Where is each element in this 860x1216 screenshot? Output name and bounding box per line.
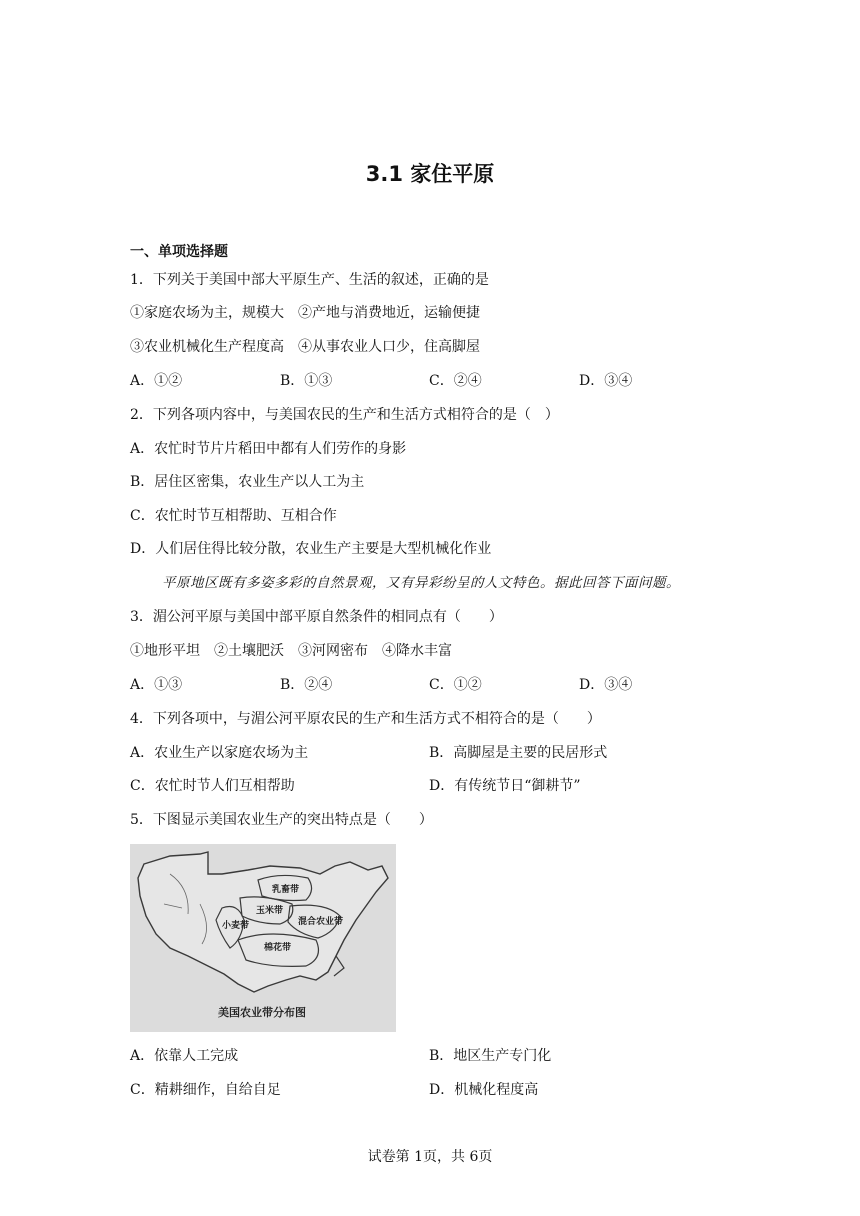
map-label-cotton: 棉花带 [264,943,292,953]
q4-option-d[interactable]: D．有传统节日“御耕节” [429,778,581,794]
q1-option-b[interactable]: B．①③ [280,373,333,389]
map-label-corn: 玉米带 [256,906,284,916]
q3-option-c[interactable]: C．①② [429,677,482,693]
q5-option-d[interactable]: D．机械化程度高 [429,1082,539,1098]
q5-option-a[interactable]: A．依靠人工完成 [130,1048,239,1064]
map-label-wheat: 小麦带 [222,921,250,931]
q1-option-c[interactable]: C．②④ [429,373,482,389]
q5-option-c[interactable]: C．精耕细作，自给自足 [130,1082,281,1098]
q3-stem: 3．湄公河平原与美国中部平原自然条件的相同点有（ ） [130,609,503,625]
q1-statements-2: ③农业机械化生产程度高 ④从事农业人口少，住高脚屋 [130,339,480,355]
q3-option-a[interactable]: A．①③ [130,677,183,693]
q4-option-b[interactable]: B．高脚屋是主要的民居形式 [429,745,608,761]
coast-detail [334,956,344,976]
q4-option-a[interactable]: A．农业生产以家庭农场为主 [130,745,309,761]
page-footer: 试卷第 1页，共 6页 [367,1149,493,1165]
map-caption: 美国农业带分布图 [218,1006,306,1019]
q1-option-a[interactable]: A．①② [130,373,183,389]
section-heading: 一、单项选择题 [130,244,228,260]
us-outline [138,852,388,992]
document-title: 3.1 家住平原 [365,162,495,186]
q2-option-a[interactable]: A．农忙时节片片稻田中都有人们劳作的身影 [130,441,407,457]
q2-option-b[interactable]: B．居住区密集，农业生产以人工为主 [130,474,365,490]
q5-stem: 5．下图显示美国农业生产的突出特点是（ ） [130,812,433,828]
q2-option-d[interactable]: D．人们居住得比较分散，农业生产主要是大型机械化作业 [130,541,492,557]
q1-option-d[interactable]: D．③④ [579,373,633,389]
q3-option-b[interactable]: B．②④ [280,677,333,693]
q4-option-c[interactable]: C．农忙时节人们互相帮助 [130,778,295,794]
q1-stem: 1．下列关于美国中部大平原生产、生活的叙述，正确的是 [130,272,489,288]
q3-statements: ①地形平坦 ②土壤肥沃 ③河网密布 ④降水丰富 [130,643,452,659]
q4-stem: 4．下列各项中，与湄公河平原农民的生产和生活方式不相符合的是（ ） [130,711,601,727]
q2-stem: 2．下列各项内容中，与美国农民的生产和生活方式相符合的是（ ） [130,407,559,423]
map-label-dairy: 乳畜带 [272,885,300,895]
passage-intro: 平原地区既有多姿多彩的自然景观，又有异彩纷呈的人文特色。据此回答下面问题。 [162,575,680,591]
q1-statements-1: ①家庭农场为主，规模大 ②产地与消费地近，运输便捷 [130,305,480,321]
q5-option-b[interactable]: B．地区生产专门化 [429,1048,552,1064]
us-agriculture-belt-map [130,844,396,1032]
q2-option-c[interactable]: C．农忙时节互相帮助、互相合作 [130,508,337,524]
map-label-mixed: 混合农业带 [298,917,344,927]
q3-option-d[interactable]: D．③④ [579,677,633,693]
